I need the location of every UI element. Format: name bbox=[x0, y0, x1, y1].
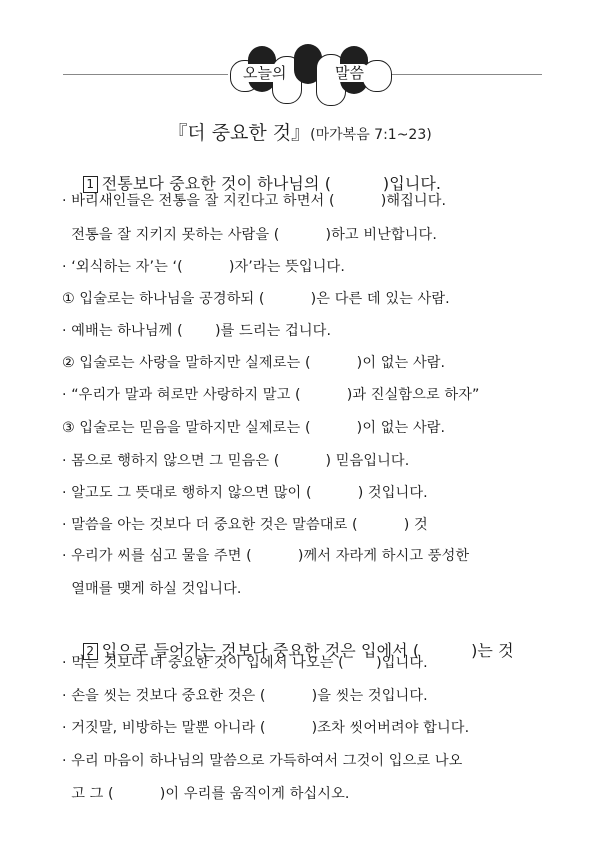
section-1-line: · 바리새인들은 전통을 잘 지킨다고 하면서 ( )해집니다. bbox=[62, 193, 447, 209]
header-rule-right bbox=[390, 74, 542, 75]
section-1-line: ③ 입술로는 믿음을 말하지만 실제로는 ( )이 없는 사람. bbox=[62, 420, 446, 436]
section-1-line: · 몸으로 행하지 않으면 그 믿음은 ( ) 믿음입니다. bbox=[62, 453, 410, 469]
title-main: 『더 중요한 것』 bbox=[168, 122, 311, 144]
section-1-line: ② 입술로는 사랑을 말하지만 실제로는 ( )이 없는 사람. bbox=[62, 355, 446, 371]
section-2-line: · 손을 씻는 것보다 중요한 것은 ( )을 씻는 것입니다. bbox=[62, 688, 428, 704]
section-2-line: · 먹는 것보다 더 중요한 것이 입에서 나오는 ( )입니다. bbox=[62, 655, 428, 671]
section-1-line: · 말씀을 아는 것보다 더 중요한 것은 말씀대로 ( ) 것 bbox=[62, 517, 428, 533]
todays-word-badge bbox=[228, 42, 396, 106]
scripture-reference: (마가복음 7:1~23) bbox=[310, 127, 432, 143]
section-2-line: · 우리 마음이 하나님의 말씀으로 가득하여서 그것이 입으로 나오 bbox=[62, 753, 463, 769]
section-1-line: ① 입술로는 하나님을 공경하되 ( )은 다른 데 있는 사람. bbox=[62, 291, 450, 307]
section-1-line: · “우리가 말과 혀로만 사랑하지 말고 ( )과 진실함으로 하자” bbox=[62, 387, 480, 403]
section-2-line: 고 그 ( )이 우리를 움직이게 하십시오. bbox=[62, 786, 350, 802]
section-heading-text: 전통보다 중요한 것이 하나님의 ( )입니다. bbox=[101, 174, 442, 193]
section-1-line: 열매를 맺게 하실 것입니다. bbox=[62, 581, 242, 597]
badge-label-today: 오늘의 bbox=[240, 64, 289, 82]
badge-label-word: 말씀 bbox=[332, 64, 367, 82]
section-1-line: · ‘외식하는 자’는 ‘( )자’라는 뜻입니다. bbox=[62, 259, 345, 275]
section-2-line: · 거짓말, 비방하는 말뿐 아니라 ( )조차 씻어버려야 합니다. bbox=[62, 720, 470, 736]
section-number-box: 2 bbox=[83, 643, 98, 660]
section-heading-text: 입으로 들어가는 것보다 중요한 것은 입에서 ( )는 것 bbox=[101, 641, 514, 660]
section-1-line: · 알고도 그 뜻대로 행하지 않으면 많이 ( ) 것입니다. bbox=[62, 485, 428, 501]
section-1-line: 전통을 잘 지키지 못하는 사람을 ( )하고 비난합니다. bbox=[62, 227, 437, 243]
section-1-line: · 예배는 하나님께 ( )를 드리는 겁니다. bbox=[62, 323, 332, 339]
section-number-box: 1 bbox=[83, 176, 98, 193]
page-title bbox=[0, 118, 600, 145]
header-rule-left bbox=[63, 74, 228, 75]
section-1-line: · 우리가 씨를 심고 물을 주면 ( )께서 자라게 하시고 풍성한 bbox=[62, 548, 470, 564]
